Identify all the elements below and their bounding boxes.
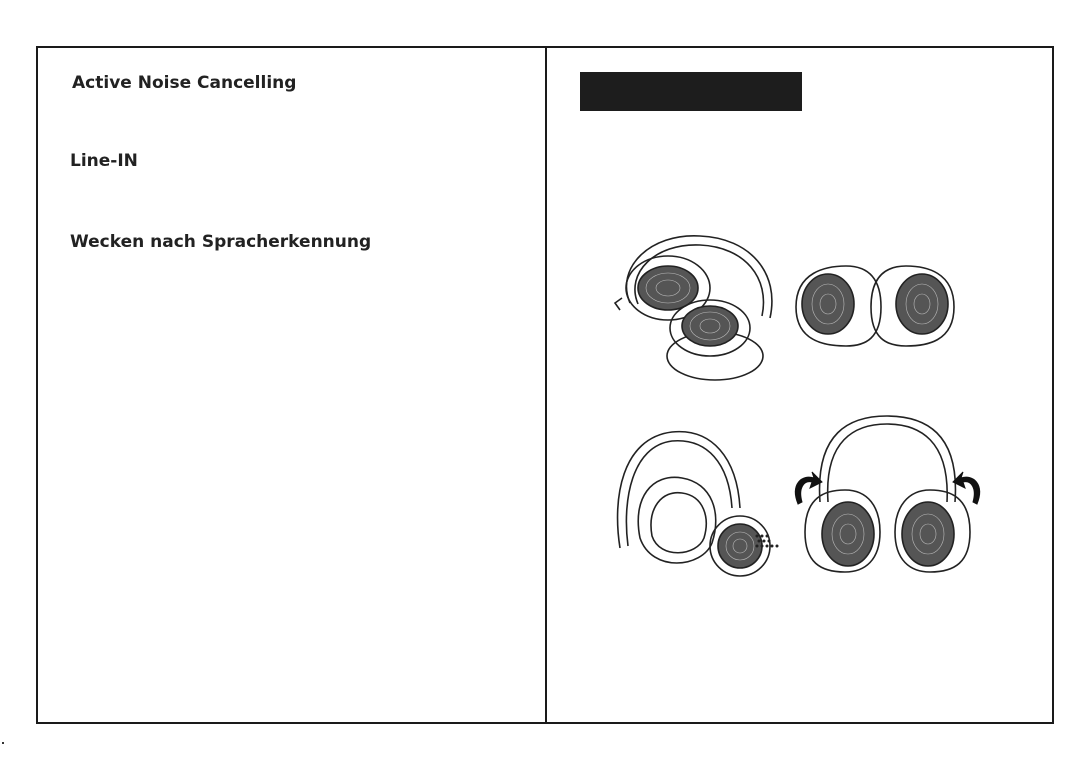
headphones-side-view-icon [612, 428, 787, 580]
margin-mark [2, 742, 4, 744]
headphones-folded-icon [610, 228, 785, 383]
column-divider [545, 46, 547, 724]
heading-active-noise-cancelling: Active Noise Cancelling [72, 73, 297, 93]
headphones-rotate-cups-icon [780, 412, 995, 582]
section-title-bar [580, 72, 802, 111]
heading-voice-wakeup: Wecken nach Spracherkennung [70, 232, 372, 252]
heading-line-in: Line-IN [70, 151, 138, 171]
headphones-folded-flat-icon [786, 262, 964, 350]
